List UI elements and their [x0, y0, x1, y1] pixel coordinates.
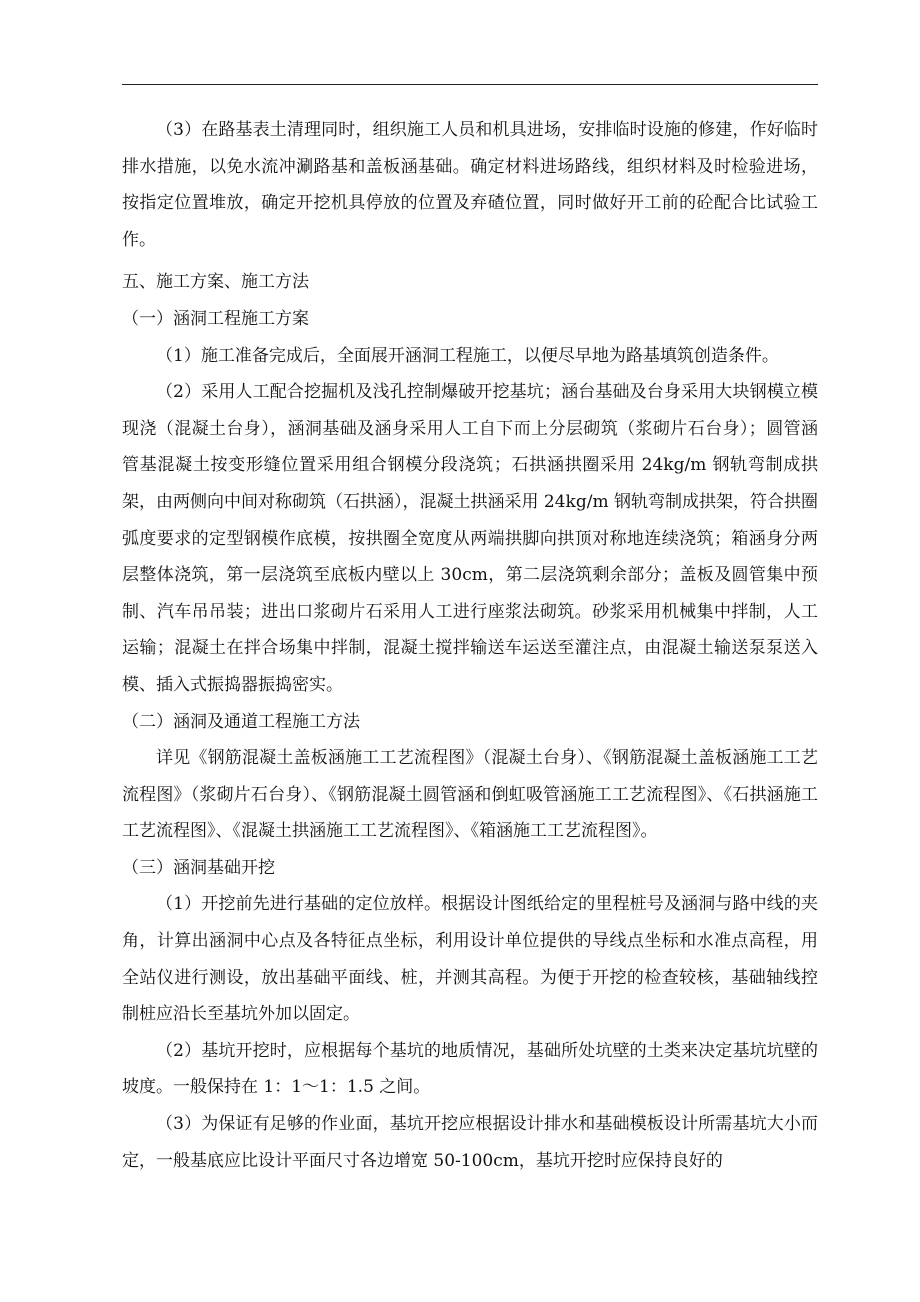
section-heading-5: 五、施工方案、施工方法: [122, 272, 309, 293]
paragraph-excavation-2: （2）基坑开挖时，应根据每个基坑的地质情况，基础所处坑壁的土类来决定基坑坑壁的坡度。一般保持在 1：1～1：1.5 之间。: [122, 1040, 818, 1098]
paragraph-flowcharts: 详见《钢筋混凝土盖板涵施工工艺流程图》（混凝土台身）、《钢筋混凝土盖板涵施工工艺流程图》（浆砌片石台身）、《钢筋混凝土圆管涵和倒虹吸管涵施工工艺流程图》、《石拱涵施工工艺流程图》、《混凝土拱涵施工工艺流程图》、《箱涵施工工艺流程图》。: [122, 748, 818, 842]
subsection-heading-3: （三）涵洞基础开挖: [122, 857, 275, 878]
paragraph-site-prep: （3）在路基表土清理同时，组织施工人员和机具进场，安排临时设施的修建，作好临时排水措施，以免水流冲涮路基和盖板涵基础。确定材料进场路线，组织材料及时检验进场，按指定位置堆放，确定开挖机具停放的位置及弃碴位置，同时做好开工前的砼配合比试验工作。: [122, 120, 818, 250]
paragraph-excavation-1: （1）开挖前先进行基础的定位放样。根据设计图纸给定的里程桩号及涵洞与路中线的夹角，计算出涵洞中心点及各特征点坐标，利用设计单位提供的导线点坐标和水准点高程，用全站仪进行测设，放出基础平面线、桩，并测其高程。为便于开挖的检查较核，基础轴线控制桩应沿长至基坑外加以固定。: [122, 894, 818, 1025]
document-body: [122, 112, 818, 1179]
paragraph-excavation-3: （3）为保证有足够的作业面，基坑开挖应根据设计排水和基础模板设计所需基坑大小而定，一般基底应比设计平面尺寸各边增宽 50-100cm，基坑开挖时应保持良好的: [122, 1114, 818, 1171]
paragraph-plan-2: （2）采用人工配合挖掘机及浅孔控制爆破开挖基坑；涵台基础及台身采用大块钢模立模现浇（混凝土台身），涵洞基础及涵身采用人工自下而上分层砌筑（浆砌片石台身）；圆管涵管基混凝土按变形缝位置采用组合钢模分段浇筑；石拱涵拱圈采用 24kg/m 钢轨弯制成拱架，由两侧向中间对称砌筑（石拱涵），混凝土拱涵采用 24kg/m 钢轨弯制成拱架，符合拱圈弧度要求的定型钢模作底模，按拱圈全宽度从两端拱脚向拱顶对称地连续浇筑；箱涵身分两层整体浇筑，第一层浇筑至底板内壁以上 30cm，第二层浇筑剩余部分；盖板及圆管集中预制、汽车吊吊装；进出口浆砌片石采用人工进行座浆法砌筑。砂浆采用机械集中拌制，人工运输；混凝土在拌合场集中拌制，混凝土搅拌输送车运送至灌注点，由混凝土输送泵泵送入模、插入式振捣器振捣密实。: [122, 382, 818, 695]
subsection-heading-2: （二）涵洞及通道工程施工方法: [122, 711, 360, 732]
subsection-heading-1: （一）涵洞工程施工方案: [122, 308, 309, 329]
header-rule: [122, 84, 818, 85]
paragraph-plan-1: （1）施工准备完成后，全面展开涵洞工程施工，以便尽早地为路基填筑创造条件。: [156, 345, 779, 366]
